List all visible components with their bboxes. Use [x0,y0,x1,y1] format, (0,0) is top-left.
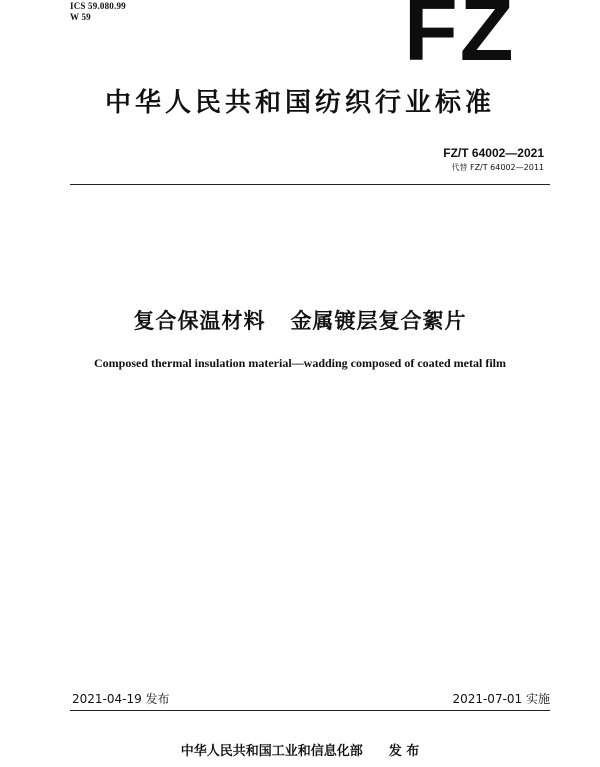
issuer-action: 发 布 [388,744,420,759]
bottom-divider [70,710,550,711]
replaces-standard: 代替 FZ/T 64002—2011 [451,163,544,172]
document-title-chinese: 复合保温材料 金属镀层复合絮片 [133,309,467,333]
standard-number: FZ/T 64002—2021 [443,146,544,160]
ccs-code: W 59 [70,12,91,22]
classification-codes [70,1,126,23]
document-title-english: Composed thermal insulation material—wadding composed of coated metal film [94,356,506,370]
issuing-authority [0,740,600,759]
issue-date: 2021-04-19 发布 [72,692,170,706]
implementation-date: 2021-07-01 实施 [452,692,550,706]
issuer-name: 中华人民共和国工业和信息化部 [180,744,363,759]
fz-logo: FZ [404,0,516,79]
standard-category-header: 中华人民共和国纺织行业标准 [104,88,495,118]
ics-code: ICS 59.080.99 [70,1,126,11]
top-divider [70,184,550,185]
